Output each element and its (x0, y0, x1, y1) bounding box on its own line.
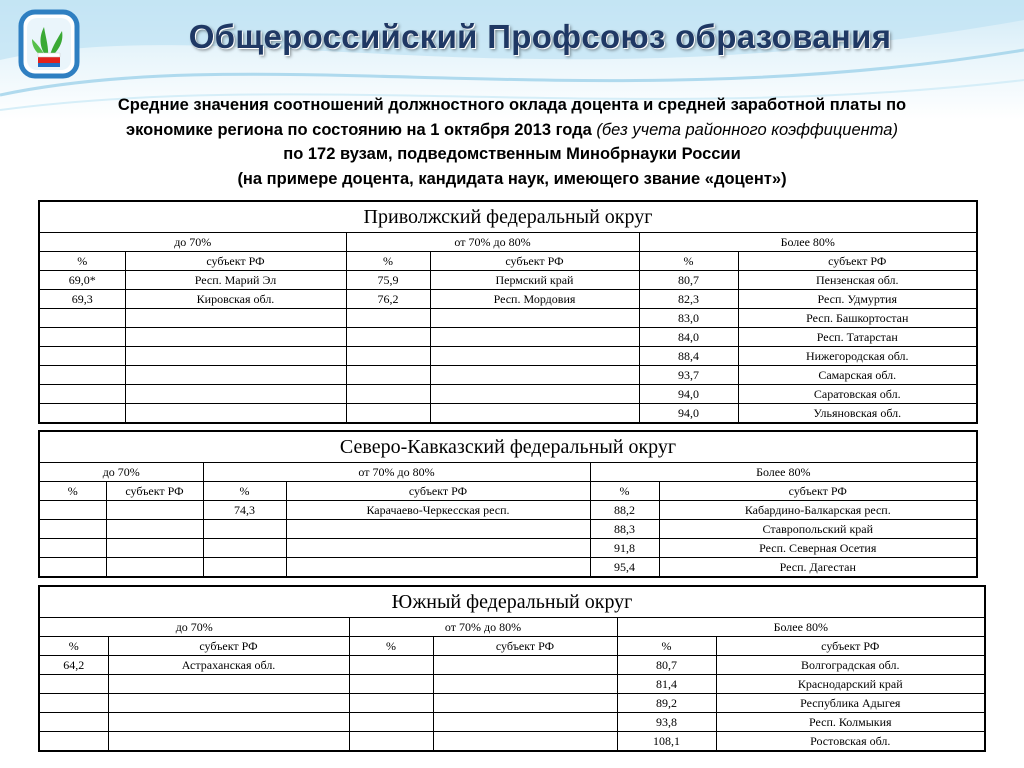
group-header: до 70% (39, 618, 349, 637)
column-header: субъект РФ (108, 637, 349, 656)
group-header: Более 80% (639, 233, 977, 252)
group-header-row (39, 618, 985, 637)
subject-cell (430, 309, 639, 328)
percent-cell (39, 558, 106, 578)
page-title: Общероссийский Профсоюз образования (188, 18, 892, 55)
percent-cell (39, 520, 106, 539)
region-title: Южный федеральный округ (39, 586, 985, 618)
percent-cell: 91,8 (590, 539, 659, 558)
column-header: субъект РФ (716, 637, 985, 656)
percent-cell: 69,0* (39, 271, 125, 290)
percent-cell (346, 347, 430, 366)
table-row (39, 558, 977, 578)
group-header: до 70% (39, 233, 346, 252)
percent-cell (39, 539, 106, 558)
column-header: субъект РФ (659, 482, 977, 501)
subject-cell (433, 675, 617, 694)
subject-cell: Астраханская обл. (108, 656, 349, 675)
group-header-row (39, 463, 977, 482)
column-header: % (39, 482, 106, 501)
table-row (39, 520, 977, 539)
column-header: % (639, 252, 738, 271)
column-header: субъект РФ (125, 252, 346, 271)
table-row (39, 713, 985, 732)
subject-cell (430, 366, 639, 385)
percent-cell: 83,0 (639, 309, 738, 328)
percent-cell (203, 539, 286, 558)
subject-cell: Республика Адыгея (716, 694, 985, 713)
subject-cell (286, 520, 590, 539)
table-row (39, 539, 977, 558)
subject-cell (125, 385, 346, 404)
percent-cell (39, 713, 108, 732)
percent-cell (39, 328, 125, 347)
percent-cell (346, 328, 430, 347)
subject-cell (108, 694, 349, 713)
region-title: Приволжский федеральный округ (39, 201, 977, 233)
percent-cell (39, 385, 125, 404)
percent-cell (346, 404, 430, 424)
percent-cell (349, 732, 433, 752)
subject-cell (106, 558, 203, 578)
percent-cell: 95,4 (590, 558, 659, 578)
percent-cell: 94,0 (639, 404, 738, 424)
subject-cell (430, 404, 639, 424)
subject-cell (433, 732, 617, 752)
percent-cell: 93,8 (617, 713, 716, 732)
subject-cell (106, 539, 203, 558)
union-logo-icon (18, 9, 80, 79)
percent-cell (203, 520, 286, 539)
table-row (39, 732, 985, 752)
percent-cell (349, 656, 433, 675)
percent-cell (349, 675, 433, 694)
percent-cell: 74,3 (203, 501, 286, 520)
percent-cell (203, 558, 286, 578)
subject-cell: Пензенская обл. (738, 271, 977, 290)
subject-cell: Респ. Мордовия (430, 290, 639, 309)
subtitle-date-text: экономике региона по состоянию на 1 октября 2013 года (126, 120, 597, 139)
column-header: % (203, 482, 286, 501)
percent-cell (39, 309, 125, 328)
subject-cell: Респ. Удмуртия (738, 290, 977, 309)
table-row (39, 347, 977, 366)
percent-cell (349, 694, 433, 713)
region-header-row (39, 431, 977, 463)
subject-cell (125, 328, 346, 347)
percent-cell (346, 366, 430, 385)
percent-cell (346, 309, 430, 328)
percent-cell: 93,7 (639, 366, 738, 385)
document-subtitle (30, 93, 994, 191)
subject-cell: Ставропольский край (659, 520, 977, 539)
region-title: Северо-Кавказский федеральный округ (39, 431, 977, 463)
column-header: субъект РФ (286, 482, 590, 501)
column-header: субъект РФ (433, 637, 617, 656)
group-header: от 70% до 80% (346, 233, 639, 252)
percent-cell: 80,7 (639, 271, 738, 290)
table-row (39, 404, 977, 424)
subject-cell: Краснодарский край (716, 675, 985, 694)
column-header-row (39, 482, 977, 501)
subject-cell: Самарская обл. (738, 366, 977, 385)
north-caucasus-district-table (38, 430, 978, 578)
table-row (39, 675, 985, 694)
group-header-row (39, 233, 977, 252)
percent-cell: 80,7 (617, 656, 716, 675)
subject-cell (106, 520, 203, 539)
subject-cell (286, 539, 590, 558)
subject-cell: Пермский край (430, 271, 639, 290)
subject-cell (106, 501, 203, 520)
subject-cell (108, 675, 349, 694)
percent-cell (39, 501, 106, 520)
subject-cell: Кабардино-Балкарская респ. (659, 501, 977, 520)
subtitle-line-2 (30, 118, 994, 143)
percent-cell: 81,4 (617, 675, 716, 694)
column-header: % (349, 637, 433, 656)
subject-cell: Респ. Колмыкия (716, 713, 985, 732)
subtitle-line-3: по 172 вузам, подведомственным Минобрнауки России (283, 145, 741, 163)
subject-cell (430, 347, 639, 366)
table-row (39, 366, 977, 385)
subject-cell (430, 328, 639, 347)
table-row (39, 290, 977, 309)
column-header-row (39, 252, 977, 271)
table-row (39, 501, 977, 520)
subtitle-line-1: Средние значения соотношений должностного оклада доцента и средней заработной платы по (117, 96, 907, 114)
group-header: Более 80% (617, 618, 985, 637)
column-header: % (39, 252, 125, 271)
column-header: субъект РФ (430, 252, 639, 271)
percent-cell (349, 713, 433, 732)
table-row (39, 309, 977, 328)
subject-cell: Нижегородская обл. (738, 347, 977, 366)
percent-cell: 64,2 (39, 656, 108, 675)
subject-cell (433, 694, 617, 713)
subject-cell (125, 347, 346, 366)
table-row (39, 694, 985, 713)
subject-cell (430, 385, 639, 404)
subject-cell: Респ. Дагестан (659, 558, 977, 578)
volga-district-table (38, 200, 978, 424)
percent-cell (39, 694, 108, 713)
subject-cell (286, 558, 590, 578)
column-header: % (617, 637, 716, 656)
table-row (39, 271, 977, 290)
subject-cell: Респ. Северная Осетия (659, 539, 977, 558)
subject-cell: Карачаево-Черкесская респ. (286, 501, 590, 520)
percent-cell (346, 385, 430, 404)
percent-cell (39, 366, 125, 385)
group-header: до 70% (39, 463, 203, 482)
subject-cell (433, 713, 617, 732)
region-header-row (39, 201, 977, 233)
column-header: % (590, 482, 659, 501)
region-header-row (39, 586, 985, 618)
subject-cell (433, 656, 617, 675)
column-header-row (39, 637, 985, 656)
percent-cell (39, 675, 108, 694)
table-row (39, 328, 977, 347)
group-header: от 70% до 80% (203, 463, 590, 482)
subject-cell: Ростовская обл. (716, 732, 985, 752)
percent-cell: 88,2 (590, 501, 659, 520)
subtitle-note: (без учета районного коэффициента) (596, 120, 898, 139)
percent-cell: 94,0 (639, 385, 738, 404)
subject-cell: Саратовская обл. (738, 385, 977, 404)
percent-cell: 88,3 (590, 520, 659, 539)
subject-cell (125, 366, 346, 385)
subject-cell: Волгоградская обл. (716, 656, 985, 675)
percent-cell: 75,9 (346, 271, 430, 290)
group-header: от 70% до 80% (349, 618, 617, 637)
table-row (39, 656, 985, 675)
column-header: субъект РФ (106, 482, 203, 501)
subject-cell (108, 713, 349, 732)
percent-cell (39, 347, 125, 366)
subject-cell (125, 309, 346, 328)
percent-cell (39, 732, 108, 752)
percent-cell: 82,3 (639, 290, 738, 309)
subject-cell (108, 732, 349, 752)
group-header: Более 80% (590, 463, 977, 482)
column-header: % (346, 252, 430, 271)
column-header: субъект РФ (738, 252, 977, 271)
percent-cell (39, 404, 125, 424)
percent-cell: 76,2 (346, 290, 430, 309)
percent-cell: 84,0 (639, 328, 738, 347)
subject-cell: Ульяновская обл. (738, 404, 977, 424)
percent-cell: 89,2 (617, 694, 716, 713)
subject-cell: Респ. Татарстан (738, 328, 977, 347)
column-header: % (39, 637, 108, 656)
percent-cell: 69,3 (39, 290, 125, 309)
subject-cell: Респ. Марий Эл (125, 271, 346, 290)
south-district-table (38, 585, 986, 752)
subtitle-line-4: (на примере доцента, кандидата наук, имеющего звание «доцент») (237, 169, 787, 188)
subject-cell: Кировская обл. (125, 290, 346, 309)
subject-cell: Респ. Башкортостан (738, 309, 977, 328)
table-row (39, 385, 977, 404)
subject-cell (125, 404, 346, 424)
percent-cell: 108,1 (617, 732, 716, 752)
percent-cell: 88,4 (639, 347, 738, 366)
